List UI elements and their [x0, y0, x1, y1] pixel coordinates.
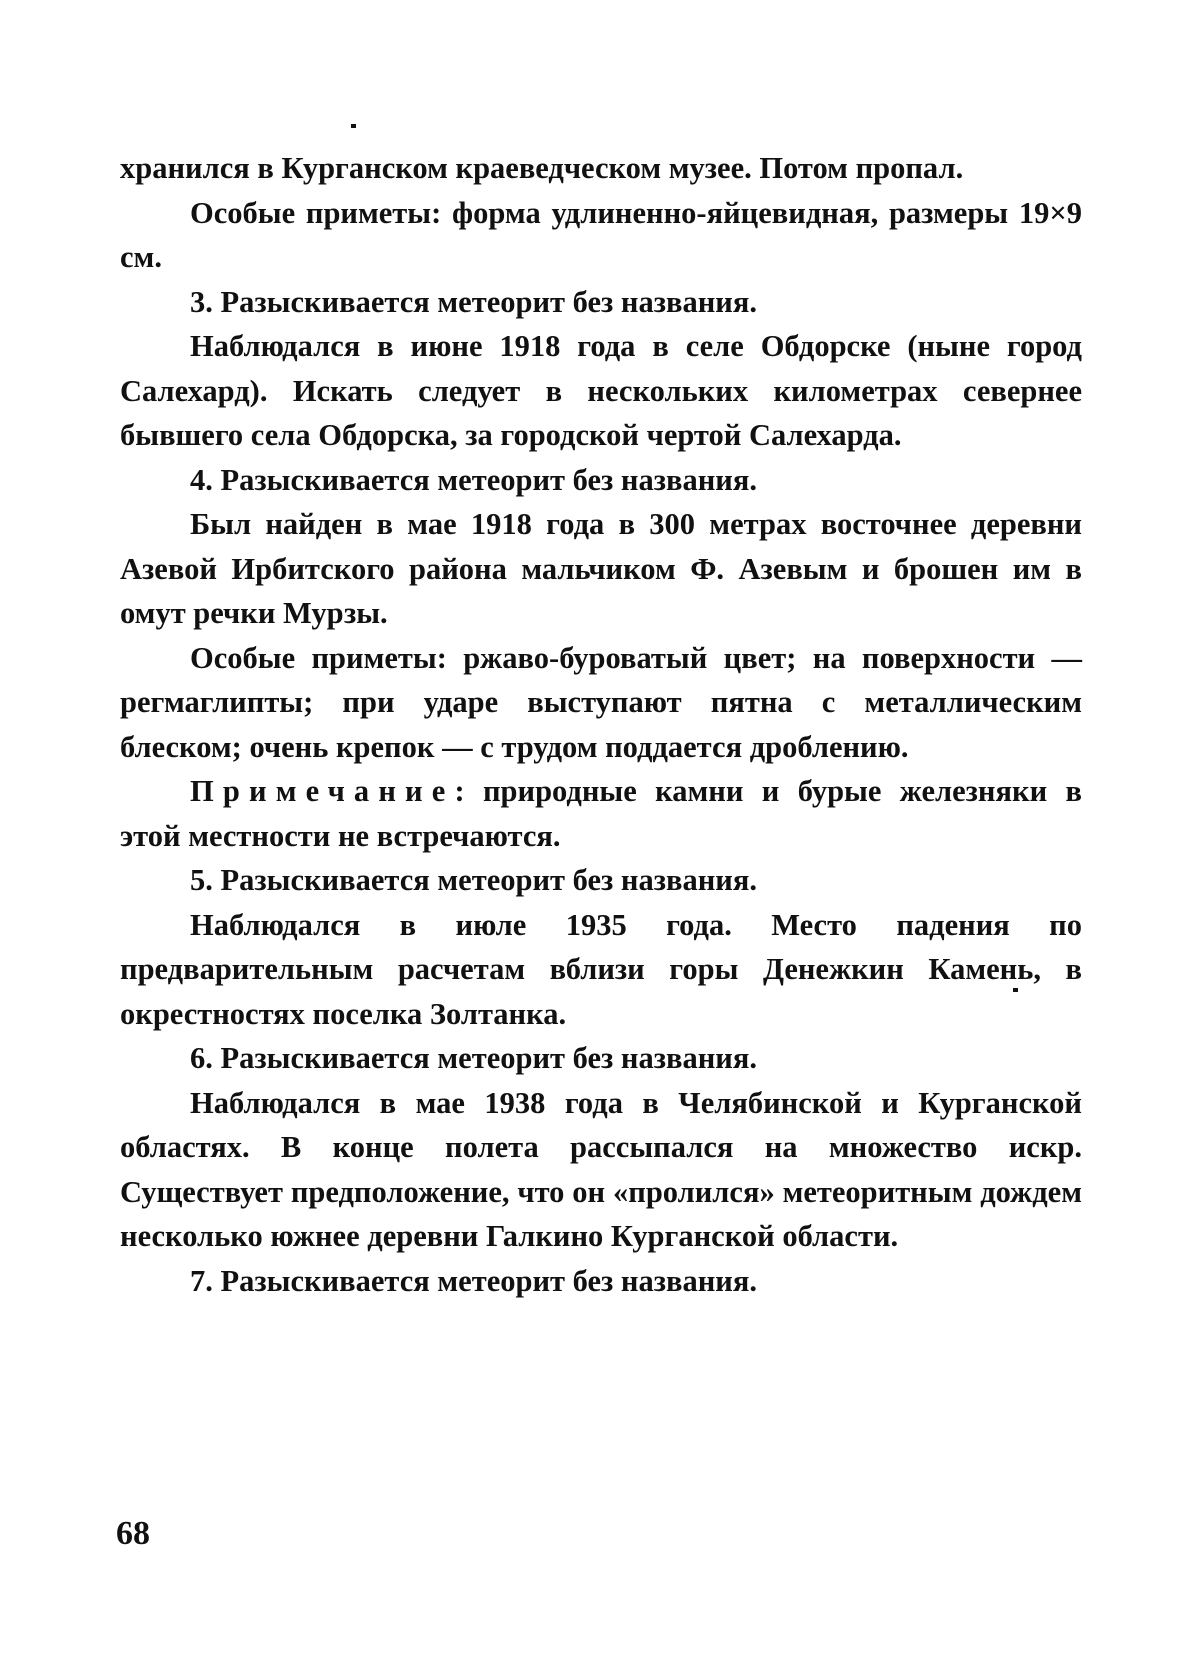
body-text — [120, 146, 1082, 1303]
page-number: 68 — [116, 1515, 150, 1552]
section-heading-6: 6. Разыскивается метеорит без названия. — [190, 1041, 757, 1075]
paragraph-observation-1918: Наблюдался в июне 1918 года в селе Обдорске (ныне город Салехард). Искать следует в нескольких километрах севернее бывшего села Обдорска, за городской чертой Салехарда. — [120, 329, 1082, 452]
section-heading-7: 7. Разыскивается метеорит без названия. — [190, 1263, 757, 1298]
paragraph-observation-1935: Наблюдался в июле 1935 года. Место падения по предварительным расчетам вблизи горы Денежкин Камень, в окрестностях поселка Золтанка. — [120, 907, 1082, 1031]
paragraph-found-1918: Был найден в мае 1918 года в 300 метрах восточнее деревни Азевой Ирбитского района мальчиком Ф. Азевым и брошен им в омут речки Мурзы. — [120, 507, 1082, 630]
paragraph-features: Особые приметы: форма удлиненно-яйцевидная, размеры 19×9 см. — [120, 195, 1082, 274]
note-label: Примечание — [190, 774, 455, 808]
paragraph-observation-1938: Наблюдался в мае 1938 года в Челябинской и Курганской областях. В конце полета рассыпался на множество искр. Существует предположение, что он «пролился» метеоритным дождем несколько южнее деревни Галкино Курганской области. — [120, 1085, 1082, 1253]
paragraph-features-2: Особые приметы: ржаво-буроватый цвет; на поверхности — регмаглипты; при ударе выступают пятна с металлическим блеском; очень крепок — с трудом поддается дроблению. — [120, 640, 1082, 764]
note-text: : природные камни и бурые железняки в этой местности не встречаются. — [120, 774, 1082, 853]
section-heading-5: 5. Разыскивается метеорит без названия. — [190, 863, 757, 897]
ink-speck — [351, 124, 356, 128]
paragraph-continuation: хранился в Курганском краеведческом музее. Потом пропал. — [120, 151, 964, 185]
section-heading-3: 3. Разыскивается метеорит без названия. — [190, 284, 757, 319]
paragraph-note — [120, 769, 1082, 858]
section-heading-4: 4. Разыскивается метеорит без названия. — [190, 462, 757, 497]
